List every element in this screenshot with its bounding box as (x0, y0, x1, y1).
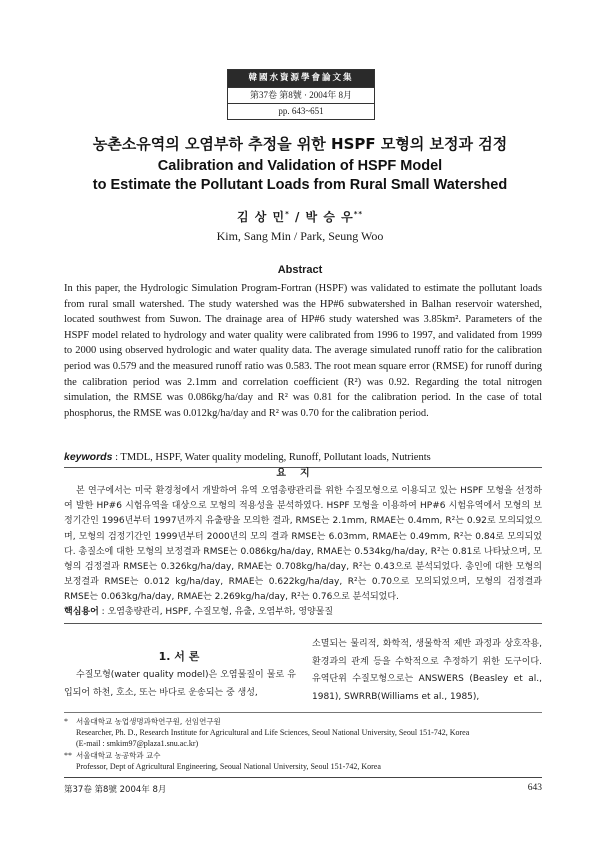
journal-header-box (227, 69, 375, 120)
footnote-1-mark: * (64, 717, 68, 726)
author-1-mark: * (285, 210, 290, 218)
page-footer-journal: 第37卷 第8號 2004年 8月 (64, 785, 167, 795)
footnote-2-mark: ** (64, 750, 72, 760)
summary-keywords-label: 핵심용어 (64, 607, 99, 617)
abstract-heading: Abstract (277, 264, 323, 276)
footnote-2 (64, 750, 542, 772)
keywords-label: keywords (64, 451, 113, 463)
footnote-2-english: Professor, Dept of Agricultural Engineering, Seoual National University, Seoul 151-742, Korea (76, 761, 381, 771)
paper-title-english (0, 157, 600, 195)
author-2: 박 승 우 (305, 210, 354, 224)
page-footer-divider (64, 777, 542, 778)
intro-heading: 1. 서 론 (158, 650, 200, 663)
keywords-list: : TMDL, HSPF, Water quality modeling, Runoff, Pollutant loads, Nutrients (112, 452, 431, 463)
abstract-keywords (64, 451, 542, 463)
intro-left-text: 수질모형(water quality model)은 오염물질이 물로 유입되어 하천, 호소, 또는 바다로 운송되는 중 생성, (64, 670, 296, 698)
summary-keywords-list: : 오염총량관리, HSPF, 수질모형, 유출, 오염부하, 영양물질 (98, 607, 334, 617)
author-2-mark: ** (353, 210, 364, 218)
summary-heading: 요지 (276, 468, 324, 479)
section-divider-2 (64, 623, 542, 624)
abstract-text: In this paper, the Hydrologic Simulation Program-Fortran (HSPF) was validated to estimate the pollutant loads from rural small watershed. The study watershed was the HP#6 subwatershed in Balhan reservoir watershed, located southwest from Suwon. The drainage area of HP#6 study watershed was 3.85km². Parameters of the HSPF model related to hydrology and water quality were calibrated from 1996 to 1997, and validated from 1999 to 2000 using observed hydrologic and water quality data. The average simulated runoff ratio for the calibration period was 0.579 and the measured runoff ratio was 0.583. The root mean square error (RMSE) for runoff during the calibration period was 2.1mm and correlation coefficient (R²) was 0.92. Regarding the total nitrogen simulation, the RMSE was 0.086kg/ha/day and R² was 0.81 for the calibration period. In the case of total phosphorus, the RMSE was 0.012kg/ha/day and R² was 0.70 for the calibration period. (64, 283, 542, 419)
footnote-1 (64, 716, 542, 750)
footnote-1-english: Researcher, Ph. D., Research Institute for Agricultural and Life Sciences, Seoul National University, Seoul 151-742, Korea (76, 728, 470, 738)
footnote-2-korean: 서울대학교 농공학과 교수 (76, 750, 161, 760)
intro-column-left (64, 667, 296, 702)
journal-volume-issue: 第37卷 第8號 · 2004年 8月 (228, 87, 374, 103)
summary-body (64, 484, 542, 606)
authors-korean (0, 208, 600, 225)
footnote-divider (64, 712, 542, 713)
author-separator: / (289, 210, 306, 224)
intro-right-text: 소멸되는 물리적, 화학적, 생물학적 제반 과정과 상호작용, 환경과의 관계 등을 수학적으로 추정하기 위한 도구이다. 유역단위 수질모형으로는 ANSWERS (Beasley et al., 1981), SWRRB(Williams et al., 1985), (312, 639, 542, 702)
author-1: 김 상 민 (236, 210, 286, 224)
summary-keywords (64, 604, 542, 617)
abstract-body (64, 281, 542, 421)
paper-title-english-line1: Calibration and Validation of HSPF Model (157, 158, 443, 174)
journal-pages: pp. 643~651 (228, 103, 374, 119)
page-number: 643 (527, 783, 542, 793)
authors-english: Kim, Sang Min / Park, Seung Woo (216, 229, 384, 243)
summary-text: 본 연구에서는 미국 환경청에서 개발하여 유역 오염총량관리를 위한 수질모형으로 이용되고 있는 HSPF 모형을 선정하여 발한 HP#6 시험유역을 대상으로 모형의 적용성을 분석하였다. HSPF 모형을 이용하여 HP#6 시험유역에서 모형의 보정기간인 1996년부터 1997년까지 유출량을 모의한 결과, RMSE는 2.1mm, RMAE는 0.4mm, R²는 0.92로 모의되었으며, 모형의 검정기간인 1999년부터 2000년의 모의 결과 RMSE는 6.03mm, RMAE는 0.49mm, R²는 0.84로 모의되었다. 총질소에 대한 모형의 보정결과 RMSE는 0.086kg/ha/day, RMAE는 0.534kg/ha/day, R²는 0.81로 나타났으며, 모형의 검정결과 RMSE는 0.326kg/ha/day, RMAE는 0.708kg/ha/day, R²는 0.43으로 분석되었다. 총인에 대한 모형의 보정결과 RMSE는 0.012 kg/ha/day, RMAE는 0.622kg/ha/day, R²는 0.70으로 모의되었으며, 모형의 검정결과 RMSE는 0.063kg/ha/day, RMAE는 2.269kg/ha/day, R²는 0.76으로 분석되었다. (64, 486, 542, 603)
footnotes (64, 716, 542, 772)
intro-column-right (312, 636, 542, 706)
footnote-1-email: (E-mail : smkim97@plaza1.snu.ac.kr) (76, 739, 199, 749)
paper-title-english-line2: to Estimate the Pollutant Loads from Rural Small Watershed (92, 177, 508, 193)
paper-title-korean: 농촌소유역의 오염부하 추정을 위한 HSPF 모형의 보정과 검정 (92, 135, 508, 153)
footnote-1-korean: 서울대학교 농업생명과학연구원, 선임연구원 (76, 717, 221, 726)
journal-name: 韓國水資源學會論文集 (228, 70, 374, 87)
